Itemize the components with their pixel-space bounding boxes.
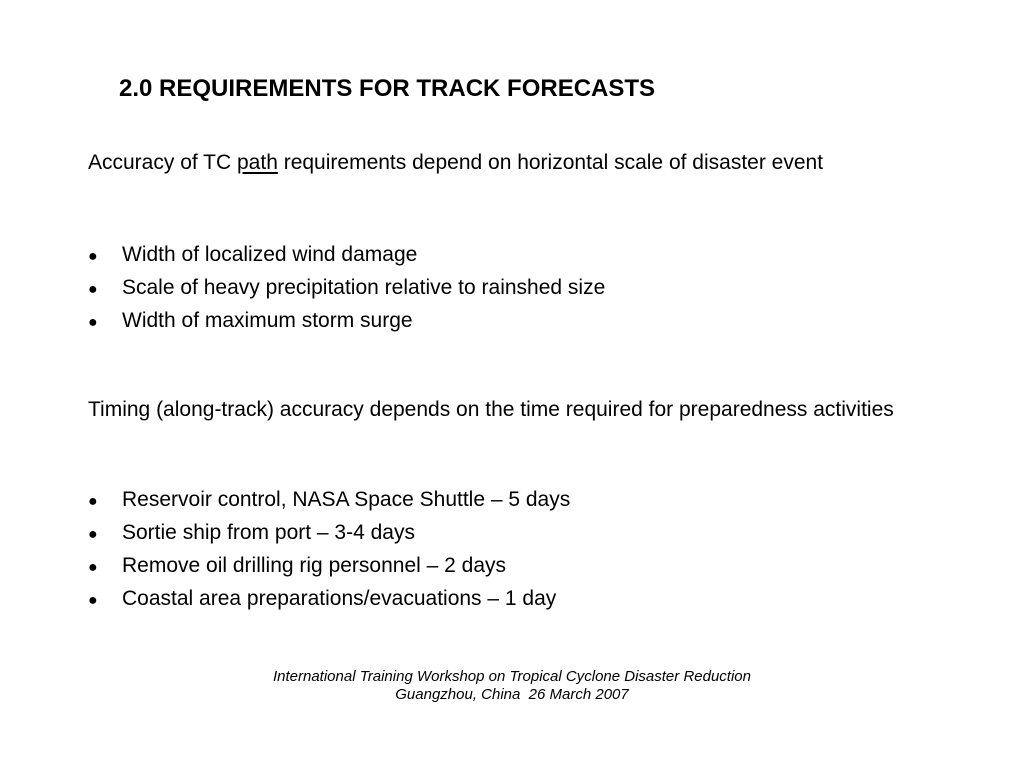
section1-intro-before: Accuracy of TC: [88, 151, 237, 174]
bullet-icon: ●: [88, 281, 98, 298]
bullet-icon: ●: [88, 493, 98, 510]
bullet-text: Sortie ship from port – 3-4 days: [122, 521, 415, 544]
list-item: [88, 550, 570, 583]
list-item: [88, 305, 605, 338]
section1-bullet-list: [88, 239, 605, 338]
list-item: [88, 272, 605, 305]
bullet-text: Width of maximum storm surge: [122, 309, 413, 332]
bullet-icon: ●: [88, 314, 98, 331]
section1-intro-after: requirements depend on horizontal scale of disaster event: [277, 151, 824, 174]
bullet-icon: ●: [88, 592, 98, 609]
section1-intro: [88, 147, 938, 178]
list-item: [88, 239, 605, 272]
footer-line-location-date: Guangzhou, China 26 March 2007: [395, 686, 629, 703]
section1-intro-underlined: path: [237, 151, 278, 174]
list-item: [88, 583, 570, 616]
bullet-text: Scale of heavy precipitation relative to rainshed size: [122, 276, 606, 299]
bullet-text: Remove oil drilling rig personnel – 2 days: [122, 554, 507, 577]
bullet-text: Width of localized wind damage: [122, 243, 418, 266]
bullet-icon: ●: [88, 526, 98, 543]
slide-footer: [212, 668, 812, 704]
section2-bullet-list: [88, 484, 570, 616]
list-item: [88, 517, 570, 550]
list-item: [88, 484, 570, 517]
slide-title: 2.0 REQUIREMENTS FOR TRACK FORECASTS: [119, 75, 656, 102]
bullet-icon: ●: [88, 248, 98, 265]
bullet-icon: ●: [88, 559, 98, 576]
bullet-text: Reservoir control, NASA Space Shuttle – 5 days: [122, 488, 571, 511]
footer-line-event: International Training Workshop on Tropical Cyclone Disaster Reduction: [272, 668, 751, 685]
bullet-text: Coastal area preparations/evacuations – 1 day: [122, 587, 557, 610]
section2-intro: Timing (along-track) accuracy depends on the time required for preparedness activities: [88, 398, 894, 421]
